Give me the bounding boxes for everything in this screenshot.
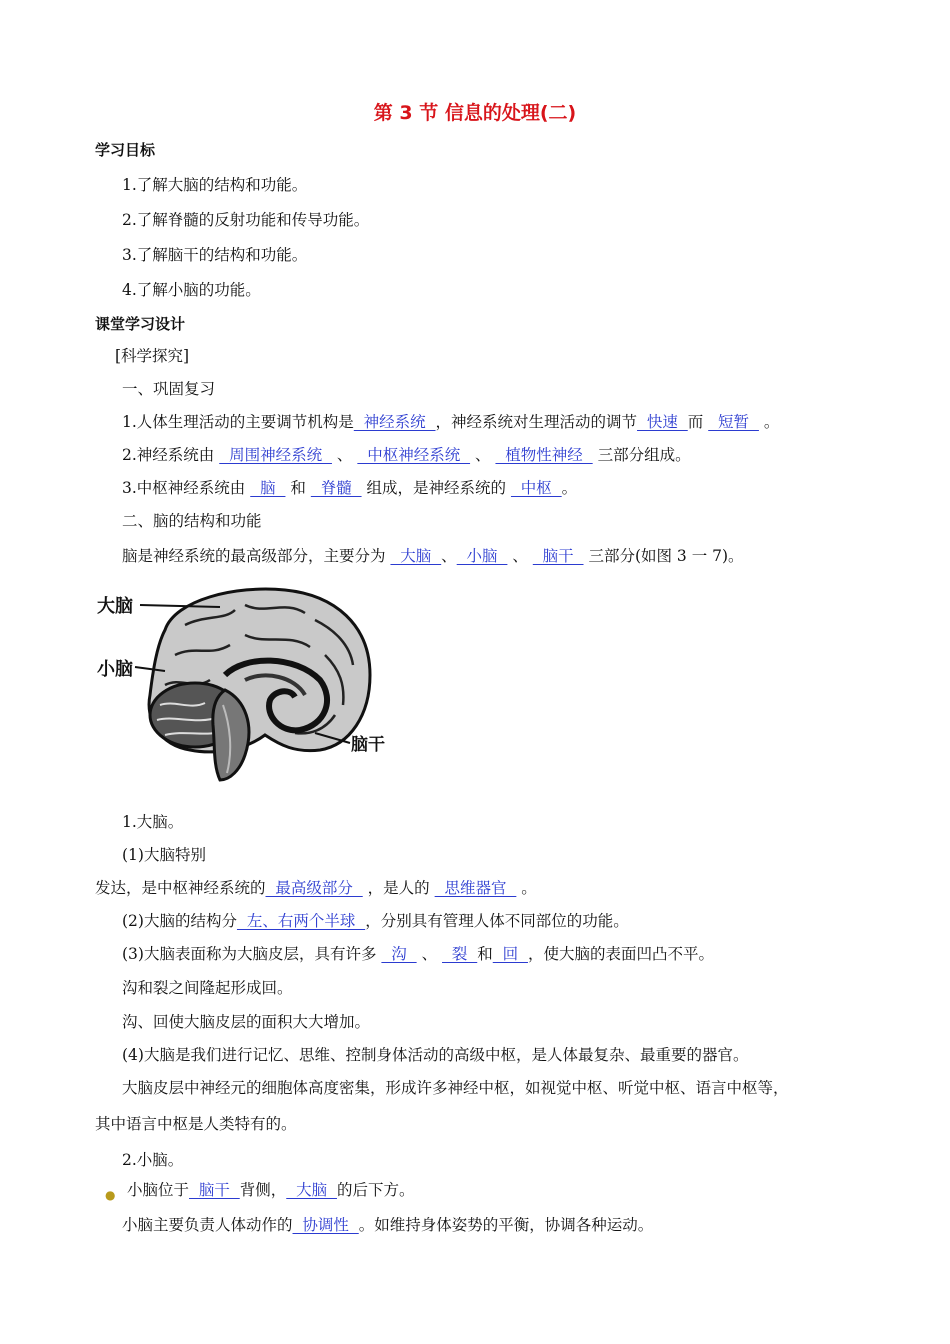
goal-item: 1.了解大脑的结构和功能。: [122, 176, 308, 194]
goal-item: 2.了解脊髓的反射功能和传导功能。: [122, 211, 370, 229]
label-cerebellum: 小脑: [97, 659, 133, 680]
text: ，是人的: [367, 879, 430, 897]
answer-blank: 周围神经系统: [219, 446, 332, 464]
text: 三部分组成。: [597, 446, 691, 464]
text: 、: [336, 446, 353, 464]
text: 。: [561, 479, 578, 497]
paragraph: 沟、回使大脑皮层的面积大大增加。: [122, 1013, 371, 1031]
answer-blank: 神经系统: [353, 413, 436, 431]
answer-blank: 中枢神经系统: [357, 446, 471, 464]
text: 发达，是中枢神经系统的: [95, 879, 266, 897]
answer-blank: 沟: [381, 945, 417, 963]
cerebellum-heading: 2.小脑。: [122, 1151, 184, 1169]
text: 组成，是神经系统的: [366, 479, 507, 497]
question-3: [122, 478, 577, 498]
design-heading: 课堂学习设计: [95, 315, 186, 333]
bullet-dot: ●: [105, 1188, 116, 1202]
page-title: 第 3 节 信息的处理(二): [373, 102, 577, 124]
answer-blank: 裂: [442, 945, 478, 963]
question-1: [122, 412, 779, 432]
text: 小脑位于: [127, 1181, 190, 1199]
brain-intro: [122, 546, 744, 566]
paragraph: 其中语言中枢是人类特有的。: [95, 1115, 297, 1133]
answer-blank: 最高级部分: [265, 879, 363, 897]
answer-blank: 快速: [637, 413, 688, 431]
answer-blank: 左、右两个半球: [236, 912, 366, 930]
question-2: [122, 445, 691, 465]
answer-blank: 中枢: [510, 479, 562, 497]
answer-blank: 脑干: [189, 1181, 240, 1199]
text: 、: [441, 547, 457, 565]
text: 小脑主要负责人体动作的: [122, 1216, 293, 1234]
brain-heading: 二、脑的结构和功能: [122, 512, 262, 530]
text: 。: [763, 413, 780, 431]
paragraph: 沟和裂之间隆起形成回。: [122, 979, 293, 997]
text: ，使大脑的表面凹凸不平。: [527, 945, 714, 963]
text: 。: [521, 879, 537, 897]
answer-blank: 短暂: [708, 413, 759, 431]
answer-blank: 脑干: [532, 547, 584, 565]
text: (3)大脑表面称为大脑皮层，具有许多: [122, 945, 377, 963]
text: 背侧，: [239, 1181, 287, 1199]
text: 3.中枢神经系统由: [122, 479, 246, 497]
answer-blank: 脑: [250, 479, 286, 497]
section-tag: [科学探究]: [115, 347, 190, 365]
text: (2)大脑的结构分: [122, 912, 237, 930]
paragraph: 大脑皮层中神经元的细胞体高度密集，形成许多神经中枢，如视觉中枢、听觉中枢、语言中枢等，: [122, 1079, 789, 1097]
brain-diagram: [95, 585, 395, 785]
answer-blank: 脊髓: [310, 479, 362, 497]
paragraph: [122, 1215, 653, 1235]
text: 三部分(如图 3 一 7)。: [588, 547, 744, 565]
label-brainstem: 脑干: [351, 735, 385, 755]
answer-blank: 大脑: [286, 1181, 337, 1199]
goals-heading: 学习目标: [95, 141, 156, 159]
text: 、: [475, 446, 491, 464]
text: 、: [421, 945, 438, 963]
answer-blank: 回: [492, 945, 528, 963]
text: 和: [290, 479, 306, 497]
paragraph: [127, 1180, 414, 1200]
answer-blank: 思维器官: [434, 879, 517, 897]
text: 而: [687, 413, 704, 431]
paragraph: [122, 944, 714, 964]
cerebrum-heading: 1.大脑。: [122, 813, 184, 831]
paragraph: [95, 878, 537, 898]
text: 的后下方。: [336, 1181, 415, 1199]
answer-blank: 大脑: [390, 547, 442, 565]
text: 。如维持身体姿势的平衡，协调各种运动。: [358, 1216, 654, 1234]
text: 、: [512, 547, 528, 565]
paragraph: [122, 911, 629, 931]
goal-item: 4.了解小脑的功能。: [122, 281, 261, 299]
review-heading: 一、巩固复习: [122, 380, 216, 398]
text: 脑是神经系统的最高级部分，主要分为: [122, 547, 386, 565]
brain-illustration: [149, 589, 370, 780]
paragraph: (4)大脑是我们进行记忆、思维、控制身体活动的高级中枢，是人体最复杂、最重要的器官。: [122, 1046, 749, 1064]
text: 和: [477, 945, 493, 963]
paragraph: (1)大脑特别: [122, 846, 206, 864]
text: 2.神经系统由: [122, 446, 215, 464]
answer-blank: 协调性: [292, 1216, 359, 1234]
text: ，神经系统对生理活动的调节: [435, 413, 638, 431]
text: ，分别具有管理人体不同部位的功能。: [365, 912, 629, 930]
label-cerebrum: 大脑: [97, 596, 133, 617]
answer-blank: 植物性神经: [495, 446, 593, 464]
goal-item: 3.了解脑干的结构和功能。: [122, 246, 308, 264]
text: 1.人体生理活动的主要调节机构是: [122, 413, 354, 431]
answer-blank: 小脑: [456, 547, 508, 565]
